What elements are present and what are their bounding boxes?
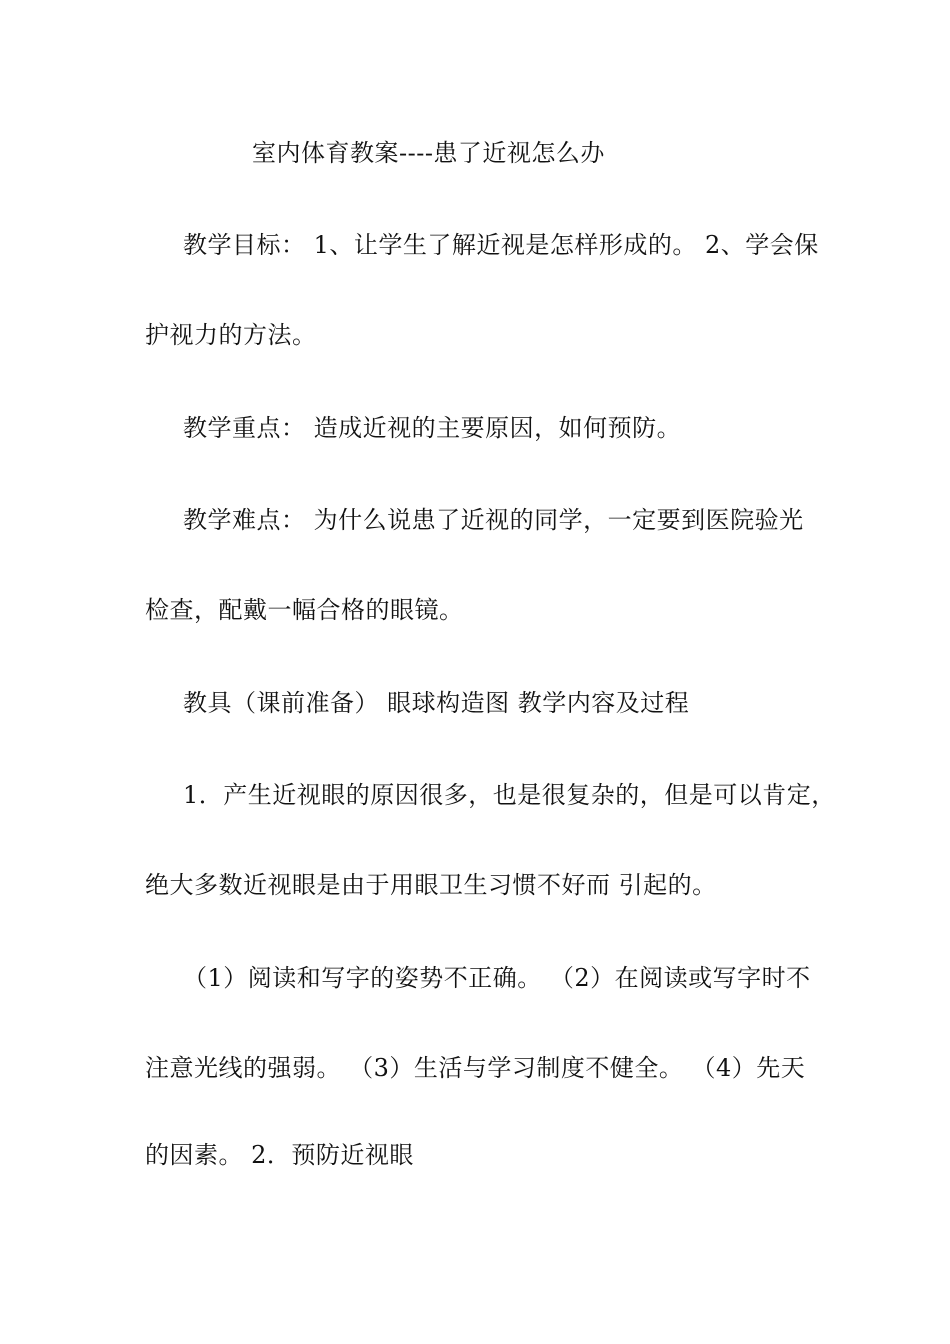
cause-paragraph-line-2: 绝大多数近视眼是由于用眼卫生习惯不好而 引起的。	[145, 871, 717, 899]
cause-list-line-2: 注意光线的强弱。 （3）生活与学习制度不健全。 （4）先天	[145, 1054, 806, 1082]
objectives-line-1: 教学目标： 1、让学生了解近视是怎样形成的。 2、学会保	[183, 231, 819, 259]
key-points-line: 教学重点： 造成近视的主要原因，如何预防。	[183, 414, 682, 442]
cause-paragraph-line-1: 1．产生近视眼的原因很多，也是很复杂的，但是可以肯定，	[183, 781, 836, 809]
difficulties-line-2: 检查，配戴一幅合格的眼镜。	[145, 596, 464, 624]
objectives-line-2: 护视力的方法。	[145, 321, 317, 349]
difficulties-line-1: 教学难点： 为什么说患了近视的同学，一定要到医院验光	[183, 506, 804, 534]
cause-list-line-1: （1）阅读和写字的姿势不正确。 （2）在阅读或写字时不	[183, 964, 811, 992]
cause-list-line-3: 的因素。 2．预防近视眼	[145, 1141, 414, 1169]
document-title: 室内体育教案----患了近视怎么办	[252, 139, 605, 167]
teaching-aids-line: 教具（课前准备） 眼球构造图 教学内容及过程	[183, 689, 690, 717]
